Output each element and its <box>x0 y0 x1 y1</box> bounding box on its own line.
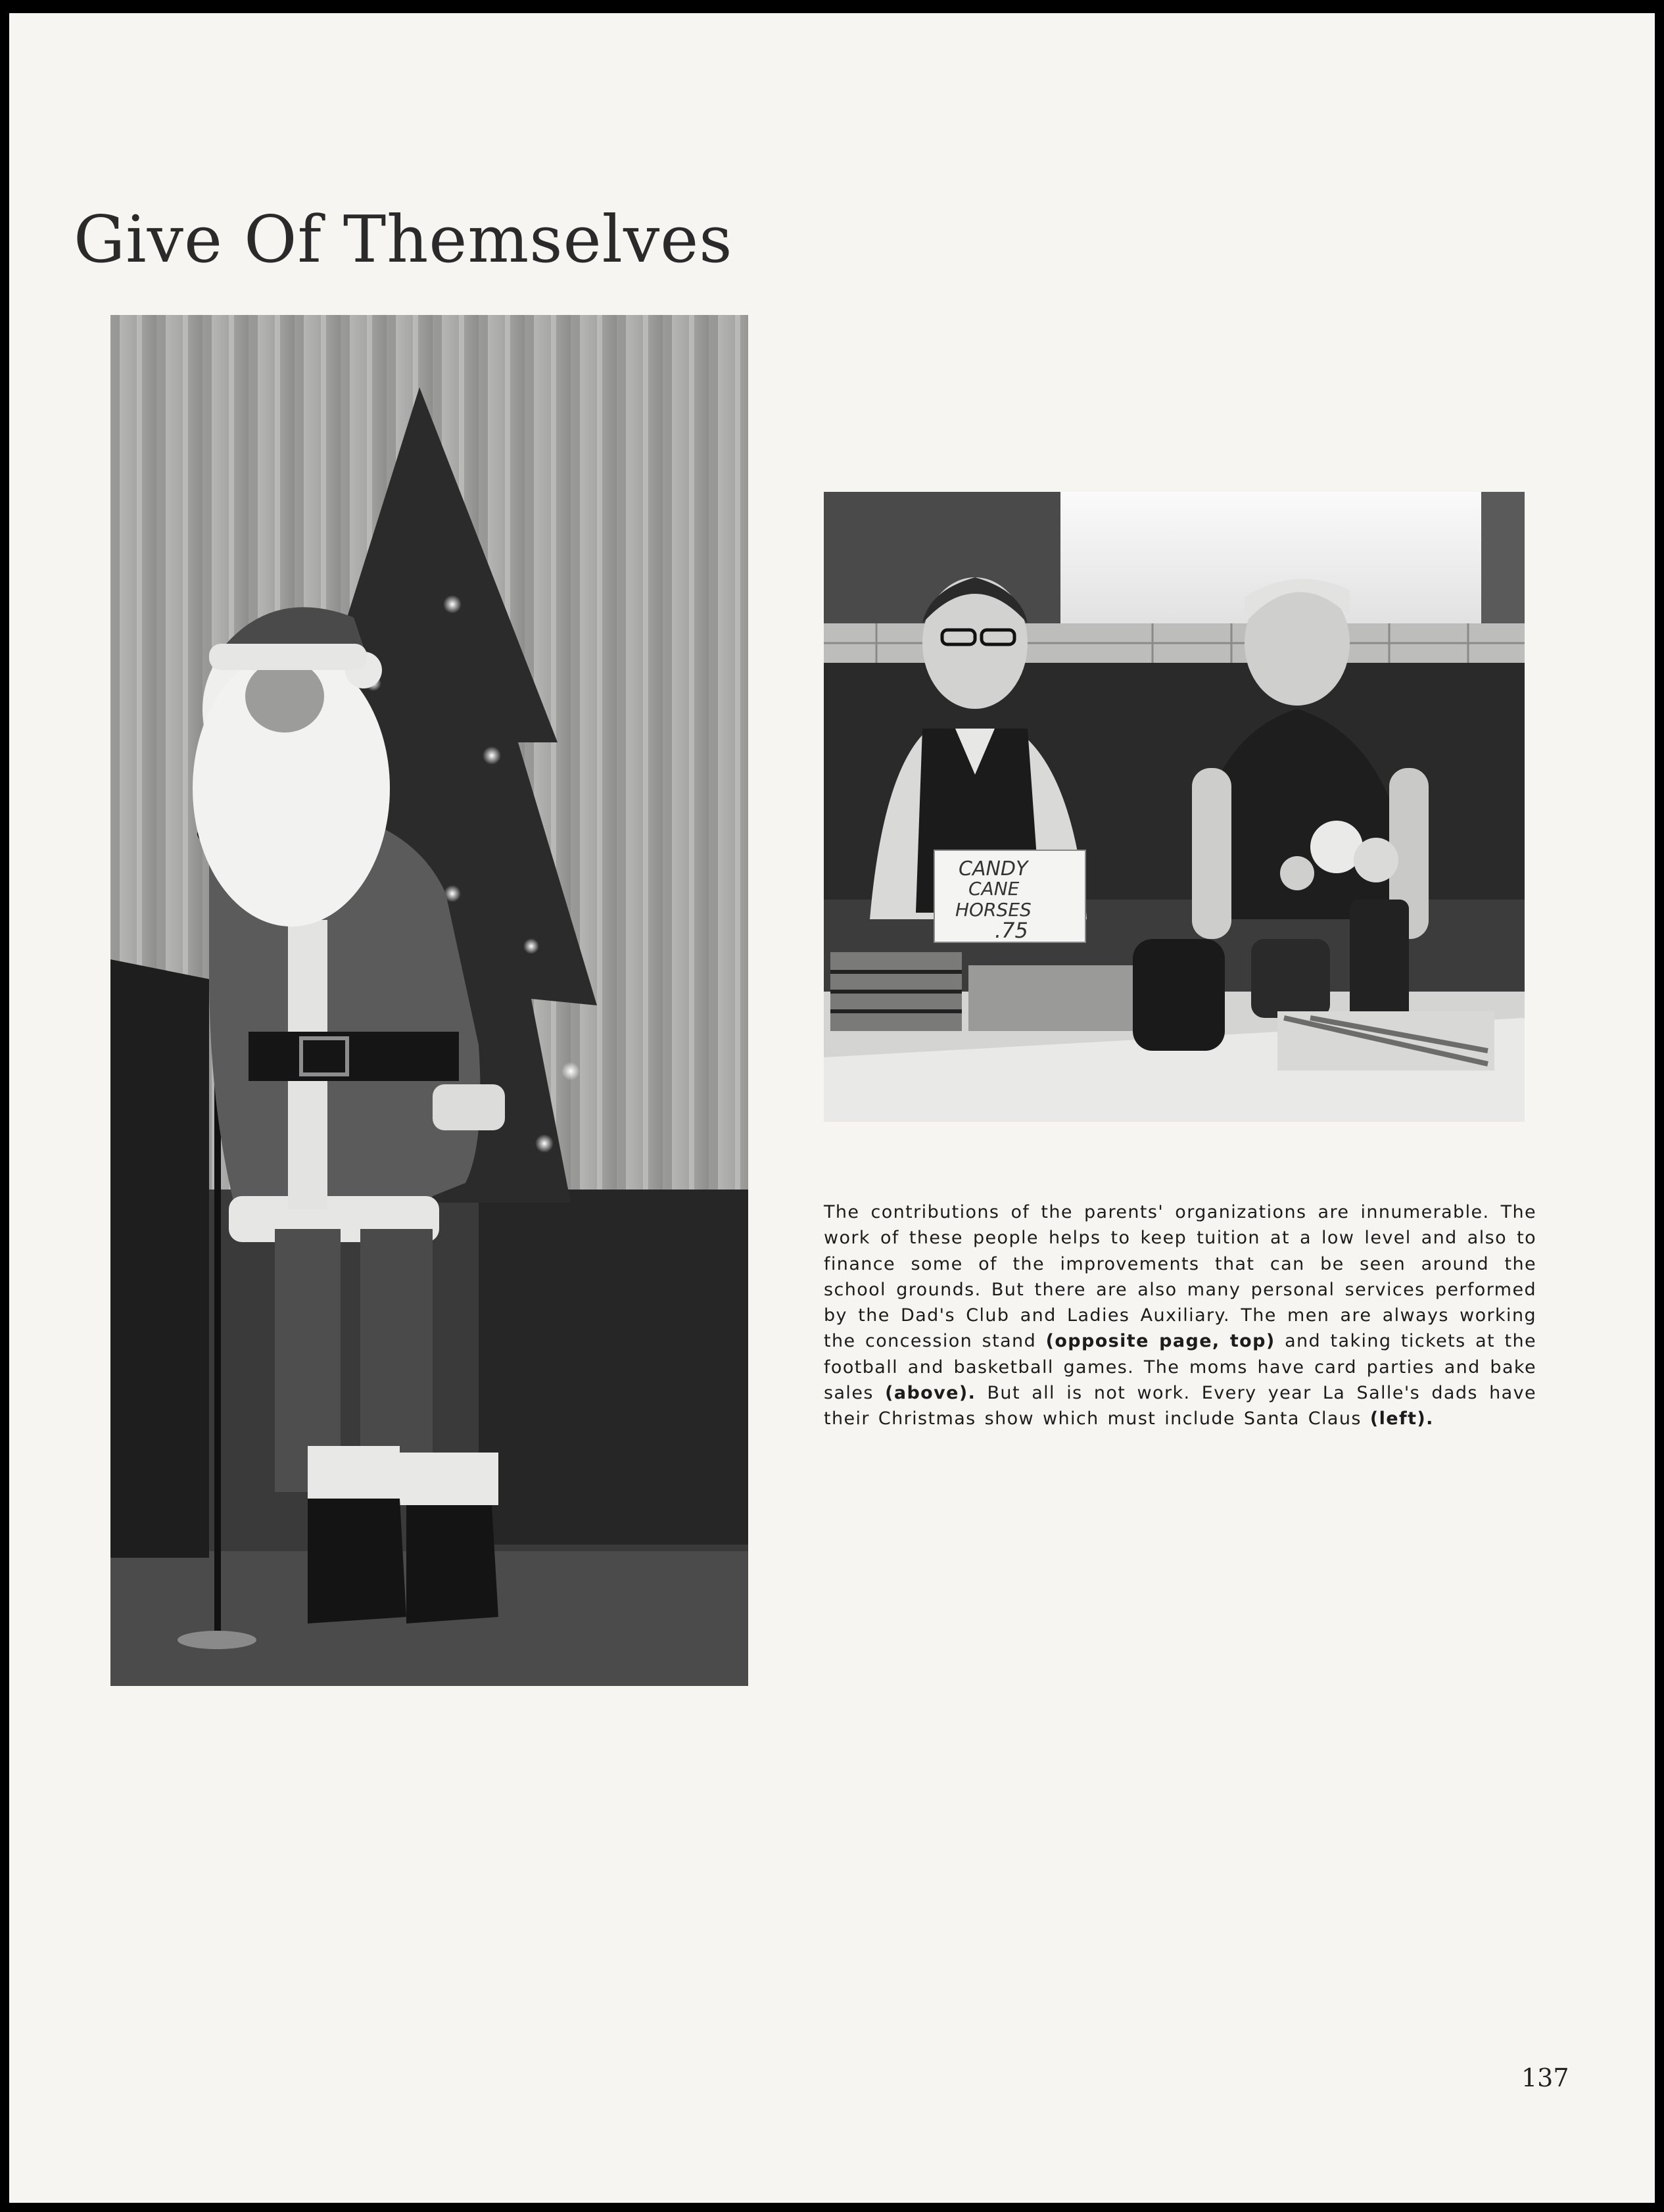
sign-line-2: CANE <box>968 878 1020 900</box>
caption-reference-above: (above). <box>885 1383 976 1404</box>
caption-reference-left: (left). <box>1369 1408 1434 1430</box>
yearbook-page <box>9 13 1655 2203</box>
sign-line-4: .75 <box>995 918 1028 943</box>
bake-sale-photo <box>824 492 1525 1122</box>
photo-caption <box>824 1199 1536 1432</box>
bake-sale-illustration <box>824 492 1525 1122</box>
caption-reference-opposite-page: (opposite page, top) <box>1045 1331 1275 1352</box>
sign-line-1: CANDY <box>959 857 1028 880</box>
santa-claus-illustration <box>110 315 748 1686</box>
caption-text-3: But all is not work. Every year La Salle's dads have their Christmas show which must include Santa Claus <box>824 1383 1537 1430</box>
page-title: Give Of Themselves <box>74 203 733 277</box>
santa-claus-photo <box>110 315 748 1686</box>
caption-text-1: The contributions of the parents' organizations are innumerable. The work of these people helps to keep tuition at a low level and also to finance some of the improvements that can be seen around the school grounds. But there are also many personal services performed by the Dad's Club and Ladies Auxiliary. The men are always working the concession stand <box>824 1202 1536 1352</box>
caption-text-2: and taking tickets at the football and basketball games. The moms have card parties and bake sales <box>824 1331 1536 1404</box>
page-number: 137 <box>1521 2063 1569 2092</box>
sign-line-3: HORSES <box>955 899 1032 921</box>
